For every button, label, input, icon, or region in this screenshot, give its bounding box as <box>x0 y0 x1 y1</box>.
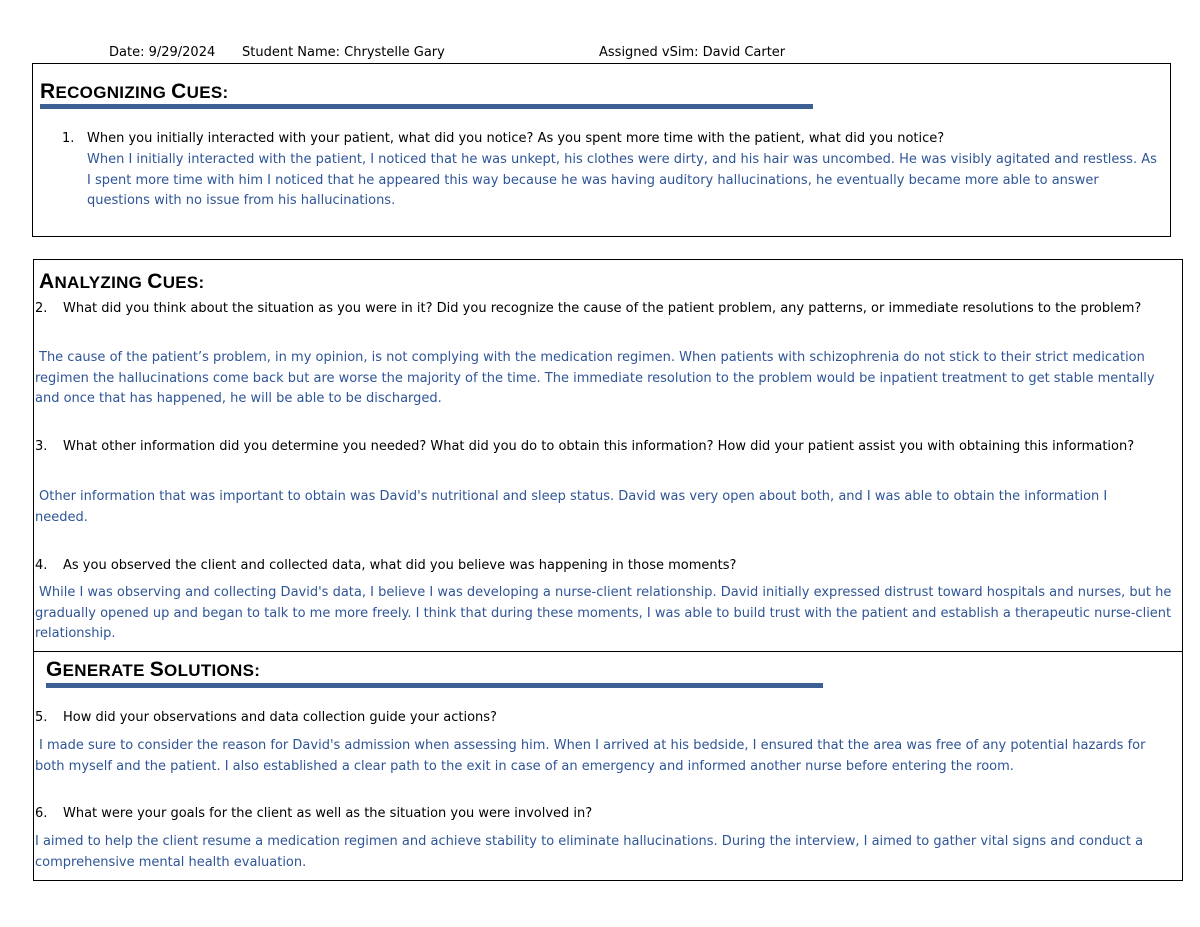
answer-5: I made sure to consider the reason for David's admission when assessing him. When I arrived at his bedside, I ensured that the area was free of any potential hazards for both myself and the patient. I also established a clear path to the exit in case of an emergency and informed another nurse before entering the room. <box>35 738 1146 774</box>
analyzing-cues-box <box>33 259 1183 881</box>
date-field: Date: 9/29/2024 <box>109 45 216 60</box>
question-5: 5. How did your observations and data collection guide your actions? <box>35 710 497 725</box>
question-1: 1. When you initially interacted with your patient, what did you notice? As you spent more time with the patient, what did you notice? <box>62 131 945 146</box>
question-2: 2. What did you think about the situation as you were in it? Did you recognize the cause of the patient problem, any patterns, or immediate resolutions to the problem? <box>35 301 1142 316</box>
answer-4: While I was observing and collecting David's data, I believe I was developing a nurse-client relationship. David initially expressed distrust toward hospitals and nurses, but he gradually opened up and began to talk to me more freely. I think that during these moments, I was able to build trust with the patient and establish a therapeutic nurse-client relationship. <box>35 585 1172 641</box>
generate-solutions-title: GENERATE SOLUTIONS: <box>46 658 261 681</box>
recognizing-cues-rule <box>40 104 813 109</box>
question-3: 3. What other information did you determine you needed? What did you do to obtain this information? How did your patient assist you with obtaining this information? <box>35 439 1135 454</box>
student-name-field: Student Name: Chrystelle Gary <box>242 45 445 60</box>
document-header <box>109 44 1009 62</box>
question-4: 4. As you observed the client and collected data, what did you believe was happening in those moments? <box>35 558 737 573</box>
analyzing-cues-title: ANALYZING CUES: <box>39 270 205 293</box>
answer-6: I aimed to help the client resume a medication regimen and achieve stability to eliminate hallucinations. During the interview, I aimed to gather vital signs and conduct a comprehensive mental health evaluation. <box>35 834 1144 870</box>
recognizing-cues-box <box>32 63 1171 237</box>
section-divider <box>33 651 1183 652</box>
answer-1: When I initially interacted with the patient, I noticed that he was unkept, his clothes were dirty, and his hair was uncombed. He was visibly agitated and restless. As I spent more time with him I noticed that he appeared this way because he was having auditory hallucinations, he eventually became more able to answer questions with no issue from his hallucinations. <box>87 152 1157 208</box>
recognizing-cues-title: RECOGNIZING CUES: <box>40 80 229 103</box>
answer-3: Other information that was important to obtain was David's nutritional and sleep status. David was very open about both, and I was able to obtain the information I needed. <box>35 489 1108 525</box>
question-6: 6. What were your goals for the client as well as the situation you were involved in? <box>35 806 593 821</box>
assigned-vsim-field: Assigned vSim: David Carter <box>599 45 786 60</box>
answer-2: The cause of the patient’s problem, in my opinion, is not complying with the medication regimen. When patients with schizophrenia do not stick to their strict medication regimen the hallucinations come back but are worse the majority of the time. The immediate resolution to the problem would be inpatient treatment to get stable mentally and once that has happened, he will be able to be discharged. <box>35 350 1155 406</box>
generate-solutions-rule <box>46 683 823 688</box>
